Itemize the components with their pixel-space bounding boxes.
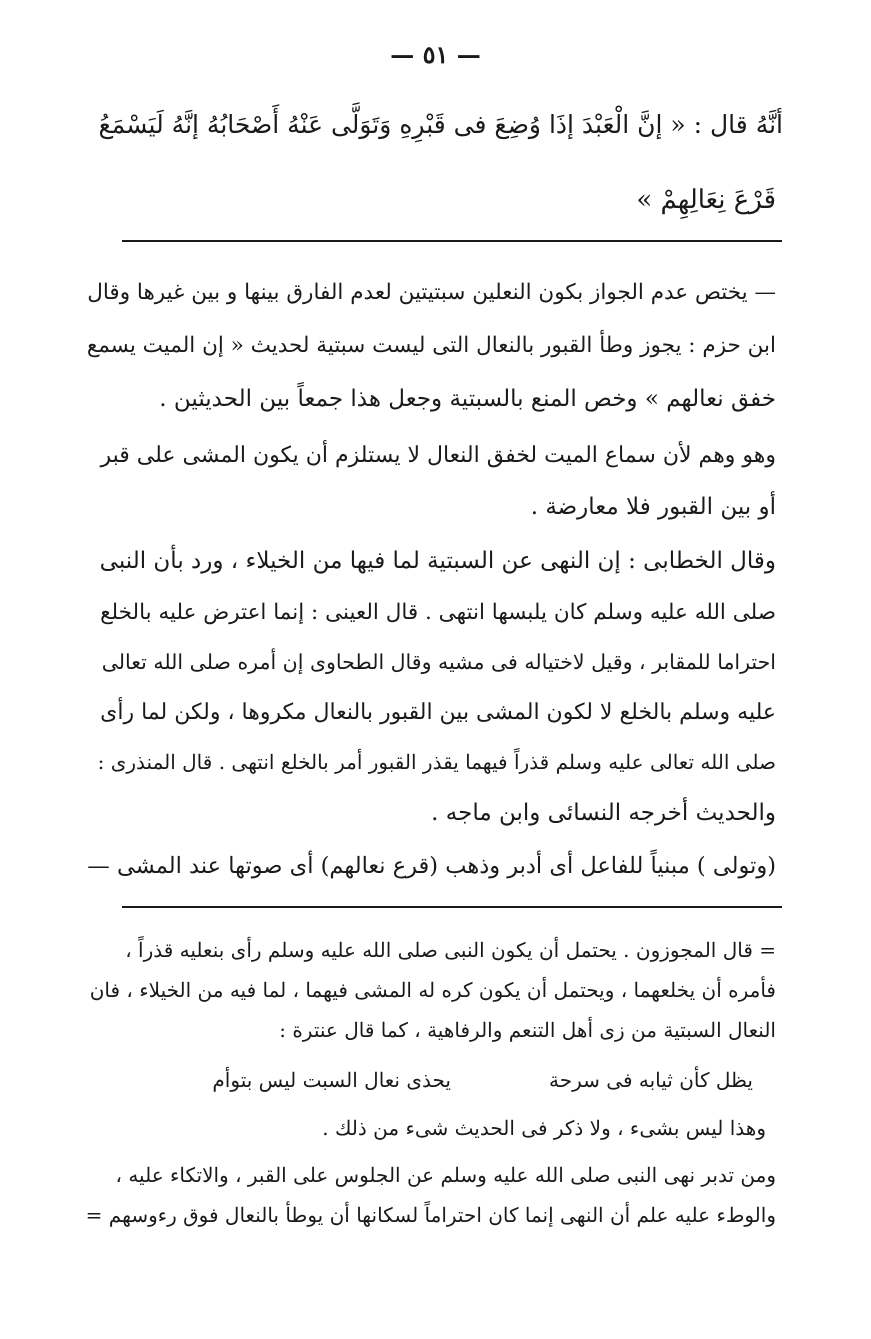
body-line: صلى الله عليه وسلم كان يلبسها انتهى . قال العينى : إنما اعترض عليه بالخلع <box>100 600 776 625</box>
footnote-line: وهذا ليس بشىء ، ولا ذكر فى الحديث شىء من ذلك . <box>322 1116 766 1140</box>
body-line: أو بين القبور فلا معارضة . <box>530 494 776 520</box>
body-line: — يختص عدم الجواز بكون النعلين سبتيتين لعدم الفارق بينها و بين غيرها وقال <box>87 280 776 305</box>
body-line: عليه وسلم بالخلع لا لكون المشى بين القبور بالنعال مكروها ، ولكن لما رأى <box>100 700 776 725</box>
body-line: احتراما للمقابر ، وقيل لاختياله فى مشيه وقال الطحاوى إن أمره صلى الله تعالى <box>101 650 776 674</box>
footnote-line: = قال المجوزون . يحتمل أن يكون النبى صلى الله عليه وسلم رأى بنعليه قذراً ، <box>125 938 776 962</box>
verse-second-hemistich: يحذى نعال السبت ليس بتوأم <box>212 1068 451 1092</box>
verse-first-hemistich: يظل كأن ثيابه فى سرحة <box>549 1068 753 1092</box>
body-line: خفق نعالهم » وخص المنع بالسبتية وجعل هذا جمعاً بين الحديثين . <box>159 386 776 412</box>
page-number: — ٥١ — <box>390 40 481 69</box>
hadith-line: قَرْعَ نِعَالِهِمْ » <box>636 185 776 215</box>
body-line: صلى الله تعالى عليه وسلم قذراً فيهما يقذر القبور أمر بالخلع انتهى . قال المنذرى : <box>97 750 776 774</box>
hadith-line: أنَّهُ قال : « إنَّ الْعَبْدَ إذَا وُضِعَ فى قَبْرِهِ وَتَوَلَّى عَنْهُ أَصْحَابُهُ إنَّهُ لَيَسْمَعُ <box>98 110 783 139</box>
body-line: ابن حزم : يجوز وطأ القبور بالنعال التى ليست سبتية لحديث « إن الميت يسمع <box>86 333 776 358</box>
footnote-line: فأمره أن يخلعهما ، ويحتمل أن يكون كره له المشى فيهما ، لما فيه من الخيلاء ، فان <box>89 978 776 1002</box>
footnote-divider <box>122 906 782 908</box>
footnote-line: ومن تدبر نهى النبى صلى الله عليه وسلم عن الجلوس على القبر ، والاتكاء عليه ، <box>115 1163 776 1187</box>
body-line: (وتولى ) مبنياً للفاعل أى أدبر وذهب (قرع نعالهم) أى صوتها عند المشى — <box>87 853 776 879</box>
body-line: والحديث أخرجه النسائى وابن ماجه . <box>431 800 776 826</box>
body-line: وهو وهم لأن سماع الميت لخفق النعال لا يستلزم أن يكون المشى على قبر <box>100 443 776 468</box>
body-line: وقال الخطابى : إن النهى عن السبتية لما فيها من الخيلاء ، ورد بأن النبى <box>99 548 776 574</box>
top-divider <box>122 240 782 242</box>
footnote-line: النعال السبتية من زى أهل التنعم والرفاهية ، كما قال عنترة : <box>279 1018 776 1042</box>
footnote-line: والوطء عليه علم أن النهى إنما كان احتراماً لسكانها أن يوطأ بالنعال فوق رءوسهم = <box>85 1203 776 1227</box>
